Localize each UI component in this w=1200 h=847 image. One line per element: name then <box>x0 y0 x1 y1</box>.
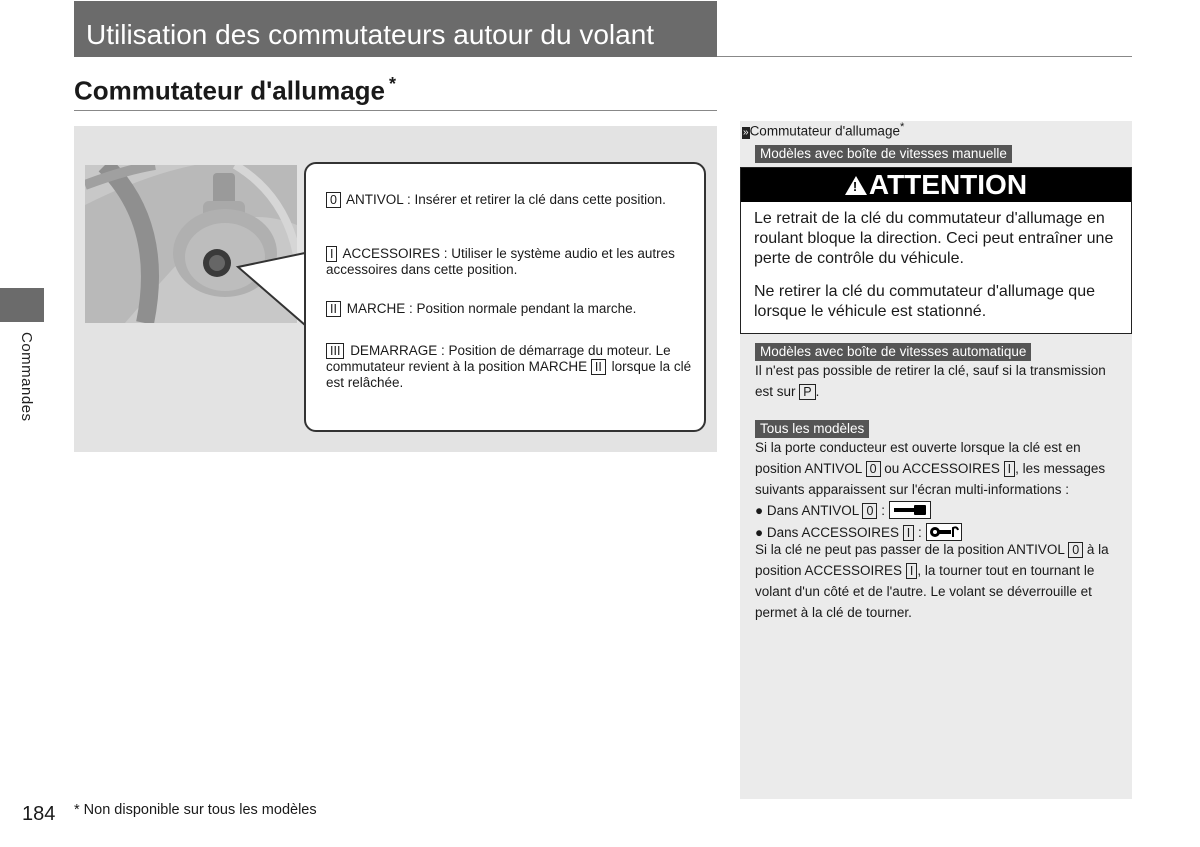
asterisk: * <box>389 74 397 94</box>
manual-models-label: Modèles avec boîte de vitesses manuelle <box>755 145 1012 163</box>
page-number: 184 <box>22 803 56 825</box>
double-chevron-icon: » <box>743 126 749 138</box>
key-position-badge: I <box>906 563 917 579</box>
position-callout <box>304 162 706 432</box>
all-models-text-2: Si la clé ne peut pas passer de la position ANTIVOL 0 à la position ACCESSOIRES I , la tourner tout en tournant le volant d'un côté et de l'autre. Le volant se déverrouille et permet à la clé de tourner. <box>755 542 1109 620</box>
side-tab <box>0 288 44 322</box>
position-item: I ACCESSOIRES : Utiliser le système audio et les autres accessoires dans cette position. <box>326 246 675 277</box>
position-item: III DEMARRAGE : Position de démarrage du moteur. Le commutateur revient à la position MARCHE II lorsque la clé est relâchée. <box>326 343 692 390</box>
key-position-badge: III <box>326 343 344 359</box>
attention-paragraph: Le retrait de la clé du commutateur d'allumage en roulant bloque la direction. Ceci peut entraîner une perte de contrôle du véhicule. <box>754 210 1114 267</box>
key-position-badge: 0 <box>866 461 881 477</box>
position-item: II MARCHE : Position normale pendant la marche. <box>326 301 698 317</box>
key-position-badge: II <box>326 301 341 317</box>
key-position-badge: I <box>903 525 914 541</box>
bullet-accessoires: ● Dans ACCESSOIRES I : <box>755 522 1125 543</box>
key-position-badge: I <box>326 246 337 262</box>
all-models-text: Si la porte conducteur est ouverte lorsque la clé est en position ANTIVOL 0 ou ACCESSOIRES I , les messages suivants apparaissent sur l'écran multi-informations : <box>755 440 1106 497</box>
banner-rule <box>717 56 1132 57</box>
chapter-title: Utilisation des commutateurs autour du volant <box>86 19 655 50</box>
auto-models-text: Il n'est pas possible de retirer la clé, sauf si la transmission est sur P . <box>755 363 1106 399</box>
position-item: 0 ANTIVOL : Insérer et retirer la clé dans cette position. <box>326 192 698 208</box>
footnote: * Non disponible sur tous les modèles <box>74 802 317 818</box>
attention-box <box>740 167 1132 334</box>
bullet-antivol: ● Dans ANTIVOL 0 : <box>755 500 1125 521</box>
key-position-badge: 0 <box>1068 542 1083 558</box>
side-tab-label: Commandes <box>18 332 35 422</box>
all-models-label: Tous les modèles <box>755 420 869 438</box>
warning-triangle-icon <box>845 176 867 195</box>
heading-rule <box>74 110 717 111</box>
key-position-badge: I <box>1004 461 1015 477</box>
key-position-badge: II <box>591 359 606 375</box>
auto-models-label: Modèles avec boîte de vitesses automatique <box>755 343 1031 361</box>
callout-pointer <box>140 175 310 335</box>
key-position-badge: 0 <box>326 192 341 208</box>
key-position-badge: P <box>799 384 815 400</box>
chapter-banner <box>74 1 717 57</box>
key-position-badge: 0 <box>862 503 877 519</box>
section-heading: Commutateur d'allumage * <box>74 74 397 106</box>
key-in-lock-icon <box>889 501 931 519</box>
sidebar-title: »Commutateur d'allumage* <box>743 121 905 139</box>
attention-paragraph: Ne retirer la clé du commutateur d'allumage que lorsque le véhicule est stationné. <box>754 283 1095 320</box>
attention-header: !ATTENTION <box>741 168 1131 202</box>
